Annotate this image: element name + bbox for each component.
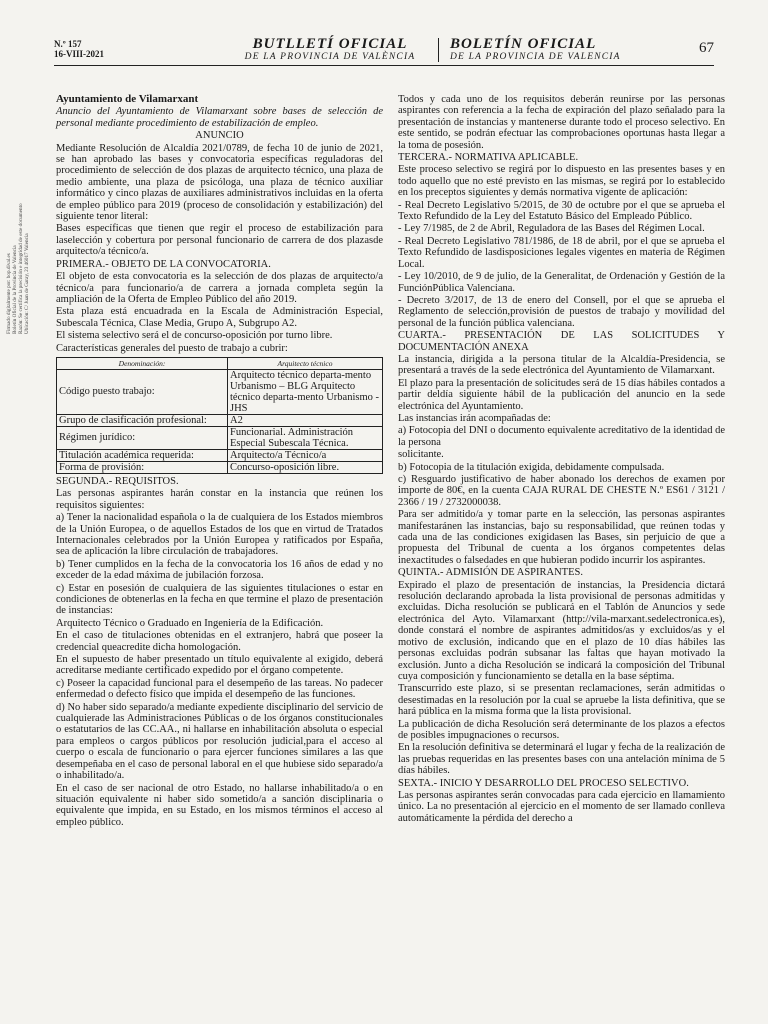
issue-date: 16-VIII-2021 — [54, 49, 105, 59]
paragraph: Para ser admitido/a y tomar parte en la selección, las personas aspirantes manifestaránen las instancias, bajo su responsabilidad, que reúnen todas y cada una de las condiciones exigidasen las Bases, sin perjuicio de que a propuesta del Tribunal de cuenta a los órganos competentes delas inexactitudes o falsedades en que hubieran podido incurrir los aspirantes. — [398, 509, 725, 566]
paragraph: Bases específicas que tienen que regir el proceso de estabilización para laselección y cobertura por personal funcionario de carrera de dos plazasde arquitecto/a técnico/a. — [56, 223, 383, 258]
paragraph: solicitante. — [398, 449, 444, 461]
paragraph: d) No haber sido separado/a mediante expediente disciplinario del servicio de cualquierade las Administraciones Públicas o de los órganos constitucionales o estatutarios de las CC.AA., ni hallarse en inhabilitación absoluta o especial para empleos o cargos públicos por resolución judicial,para el acceso al cuerpo o escala de funcionario o para ejercer funciones similares a las que desempeñaba en el caso de personal laboral en el que hubiese sido separado/a o inhabilitado/a. — [56, 701, 383, 782]
issue-number: N.º 157 — [54, 39, 82, 49]
paragraph: Arquitecto Técnico o Graduado en Ingeniería de la Edificación. — [56, 617, 324, 629]
page-number: 67 — [699, 40, 714, 56]
table-cell: Arquitecto/a Técnico/a — [228, 449, 383, 461]
table-row — [57, 449, 383, 461]
paragraph: En la resolución definitiva se determinará el lugar y fecha de la realización de las pruebas requeridas en las presentes bases con una antelación mínima de 5 días hábiles. — [398, 742, 725, 777]
section-heading: SEGUNDA.- REQUISITOS. — [56, 475, 179, 487]
section-heading: PRIMERA.- OBJETO DE LA CONVOCATORIA. — [56, 258, 271, 270]
table-cell: Grupo de clasificación profesional: — [57, 414, 228, 426]
left-column — [56, 94, 383, 829]
paragraph: En el supuesto de haber presentado un título equivalente al exigido, deberá acreditarse mediante certificado expedido por el órgano competente. — [56, 654, 383, 677]
table-row — [57, 426, 383, 449]
paragraph: Esta plaza está encuadrada en la Escala de Administración Especial, Subescala Técnica, Clase Media, Grupo A, Subgrupo A2. — [56, 306, 383, 329]
table-cell: A2 — [228, 414, 383, 426]
title-castilian — [450, 36, 650, 63]
announcement-summary: Anuncio del Ayuntamiento de Vilamarxant sobre bases de selección de personal mediante procedimiento de estabilización de empleo. — [56, 106, 383, 129]
table-cell: Concurso-oposición libre. — [228, 461, 383, 473]
paragraph: c) Poseer la capacidad funcional para el desempeño de las tareas. No padecer enfermedad o defecto físico que impida el desempeño de las funciones. — [56, 677, 383, 701]
paragraph: Transcurrido este plazo, si se presentan reclamaciones, serán admitidas o desestimadas en la resolución por la cual se apruebe la lista definitiva, que se hará pública en la misma forma que la lista provisional. — [398, 683, 725, 718]
digital-signature-note: Firmado digitalmente por: bop.dival.es Boletín Oficial de la Provincia de Valencia Razón: Se certifica la precisión e integridad de este documento Ubicación: C/ Juan de Garay, 23 46017 Valencia — [6, 203, 30, 334]
table-cell: Funcionarial. Administración Especial Subescala Técnica. — [228, 426, 383, 449]
paragraph: Mediante Resolución de Alcaldía 2021/0789, de fecha 10 de junio de 2021, se han aprobado las bases y convocatoria específicas reguladoras del procedimiento de selección de dos plazas de arquitecto técnico, una plaza de medio ambiente, una plaza de psicóloga, una plaza de técnico auxiliar informático y cinco plazas de auxiliares administrativos incluidas en la oferta de empleo público para 2019 (proceso de consolidación y estabilización) del siguiente tenor literal: — [56, 142, 383, 223]
paragraph: - Ley 7/1985, de 2 de Abril, Reguladora de las Bases del Régimen Local. — [398, 223, 705, 235]
issue-info — [54, 39, 104, 59]
paragraph: El plazo para la presentación de solicitudes será de 15 días hábiles contados a partir deldía siguiente hábil de la publicación del anuncio en la sede electrónica del Ayuntamiento. — [398, 377, 725, 412]
paragraph: Este proceso selectivo se regirá por lo dispuesto en las presentes bases y en todo aquello que no esté previsto en las mismas, se regirá por lo establecido en los preceptos siguientes y demás normativa vigente de aplicación: — [398, 164, 725, 199]
paragraph: - Real Decreto Legislativo 781/1986, de 18 de abril, por el que se aprueba el Texto Refundido de lasdisposiciones legales vigentes en materia de Régimen Local. — [398, 235, 725, 270]
paragraph: - Ley 10/2010, de 9 de julio, de la Generalitat, de Ordenación y Gestión de la FunciónPública Valenciana. — [398, 271, 725, 294]
table-cell: Titulación académica requerida: — [57, 449, 228, 461]
bulletin-header — [54, 36, 714, 66]
title-val: BUTLLETÍ OFICIAL — [252, 36, 408, 52]
header-divider — [438, 38, 439, 62]
table-cell: Régimen jurídico: — [57, 426, 228, 449]
paragraph: El objeto de esta convocatoria es la selección de dos plazas de arquitecto/a técnico/a para funcionario/a de carrera a jornada completa según la ampliación de la Oferta de Empleo Público del año 2019. — [56, 271, 383, 305]
paragraph: c) Resguardo justificativo de haber abonado los derechos de examen por importe de 80€, en la cuenta CAJA RURAL DE CHESTE N.º ES61 / 3121 / 2366 / 19 / 2732000038. — [398, 474, 725, 508]
paragraph: Las personas aspirantes harán constar en la instancia que reúnen los requisitos siguientes: — [56, 488, 383, 511]
section-heading: TERCERA.- NORMATIVA APLICABLE. — [398, 152, 579, 164]
paragraph: La instancia, dirigida a la persona titular de la Alcaldía-Presidencia, se presentará a través de la sede electrónica del Ayuntamiento de Vilamarxant. — [398, 353, 725, 377]
section-heading: SEXTA.- INICIO Y DESARROLLO DEL PROCESO SELECTIVO. — [398, 777, 689, 789]
table-header-cell: Denominación: — [57, 357, 228, 369]
paragraph: a) Fotocopia del DNI o documento equivalente acreditativo de la identidad de la persona — [398, 425, 725, 448]
right-column — [398, 94, 725, 825]
table-cell: Código puesto trabajo: — [57, 369, 228, 414]
section-heading: QUINTA.- ADMISIÓN DE ASPIRANTES. — [398, 567, 583, 579]
paragraph: La publicación de dicha Resolución será determinante de los plazos a efectos de posibles impugnaciones o recursos. — [398, 718, 725, 741]
table-cell: Arquitecto técnico departa-mento Urbanismo – BLG Arquitecto técnico departa-mento Urbanismo - JHS — [228, 369, 383, 414]
table-cell: Forma de provisión: — [57, 461, 228, 473]
table-header-cell: Arquitecto técnico — [228, 357, 383, 369]
table-row — [57, 461, 383, 473]
header-rule — [54, 65, 714, 66]
section-heading: CUARTA.- PRESENTACIÓN DE LAS SOLICITUDES Y DOCUMENTACIÓN ANEXA — [398, 330, 725, 353]
table-header-row — [57, 357, 383, 369]
paragraph: En el caso de titulaciones obtenidas en el extranjero, habrá que poseer la credencial queacredite dicha homologación. — [56, 630, 383, 653]
position-table — [56, 357, 383, 474]
subtitle-cas: DE LA PROVINCIA DE VALENCIA — [450, 52, 621, 62]
table-row — [57, 369, 383, 414]
organization-name: Ayuntamiento de Vilamarxant — [56, 93, 199, 105]
paragraph: b) Fotocopia de la titulación exigida, debidamente compulsada. — [398, 461, 665, 473]
table-row — [57, 414, 383, 426]
paragraph: c) Estar en posesión de cualquiera de las siguientes titulaciones o estar en condiciones de obtenerlas en la fecha en que termine el plazo de presentación de instancias: — [56, 582, 383, 617]
paragraph: a) Tener la nacionalidad española o la de cualquiera de los Estados miembros de la Unión Europea, o de aquellos Estados de los que en virtud de Tratados Internacionales celebrados por la Unión Europea y ratificados por España, sea de aplicación la libre circulación de trabajadores. — [56, 512, 383, 558]
paragraph: - Decreto 3/2017, de 13 de enero del Consell, por el que se aprueba el Reglamento de selección,provisión de puestos de trabajo y movilidad del personal de la función pública valenciana. — [398, 294, 725, 329]
title-cas: BOLETÍN OFICIAL — [450, 36, 597, 52]
paragraph: Características generales del puesto de trabajo a cubrir: — [56, 342, 288, 354]
paragraph: El sistema selectivo será el de concurso-oposición por turno libre. — [56, 330, 333, 342]
paragraph: - Real Decreto Legislativo 5/2015, de 30 de octubre por el que se aprueba el Texto Refundido de la Ley del Estatuto Básico del Empleado Público. — [398, 199, 725, 223]
anuncio-heading: ANUNCIO — [195, 130, 244, 142]
paragraph: Las instancias irán acompañadas de: — [398, 412, 551, 424]
paragraph: En el caso de ser nacional de otro Estado, no hallarse inhabilitado/a o en situación equivalente ni haber sido sometido/a a sanción disciplinaria o equivalente que impida, en su Estado, en los mismos términos el acceso al empleo público. — [56, 782, 383, 828]
paragraph: Las personas aspirantes serán convocadas para cada ejercicio en llamamiento único. La no presentación al ejercicio en el momento de ser llamado conlleva automáticamente la pérdida del derecho a — [398, 789, 725, 824]
paragraph: b) Tener cumplidos en la fecha de la convocatoria los 16 años de edad y no exceder de la edad máxima de jubilación forzosa. — [56, 558, 383, 582]
subtitle-val: DE LA PROVINCIA DE VALÈNCIA — [244, 52, 416, 62]
paragraph: Todos y cada uno de los requisitos deberán reunirse por las personas aspirantes con referencia a la fecha de expiración del plazo señalado para la presentación de instancias y mantenerse durante todo el proceso selectivo. En este sentido, se podrán efectuar las comprobaciones oportunas hasta llegar a la toma de posesión. — [398, 94, 725, 151]
title-valencian — [230, 36, 430, 63]
paragraph: Expirado el plazo de presentación de instancias, la Presidencia dictará resolución declarando aprobada la lista provisional de personas admitidas y excluidas. Dicha resolución se publicará en el Tablón de Anuncios y sede electrónica del Ayto. Vilamarxant (http://vila-marxant.sedelectronica.es), donde constará el nombre de aspirantes admitidos/as y excluidos/as y el motivo de exclusión, indicando que en el plazo de 10 días hábiles las personas excluidas podrán subsanar las faltas que hayan motivado la exclusión. Junto a dicha Resolución se indicará la composición del Tribunal cuya composición y funcionamiento se detalla en la base séptima. — [398, 579, 725, 682]
